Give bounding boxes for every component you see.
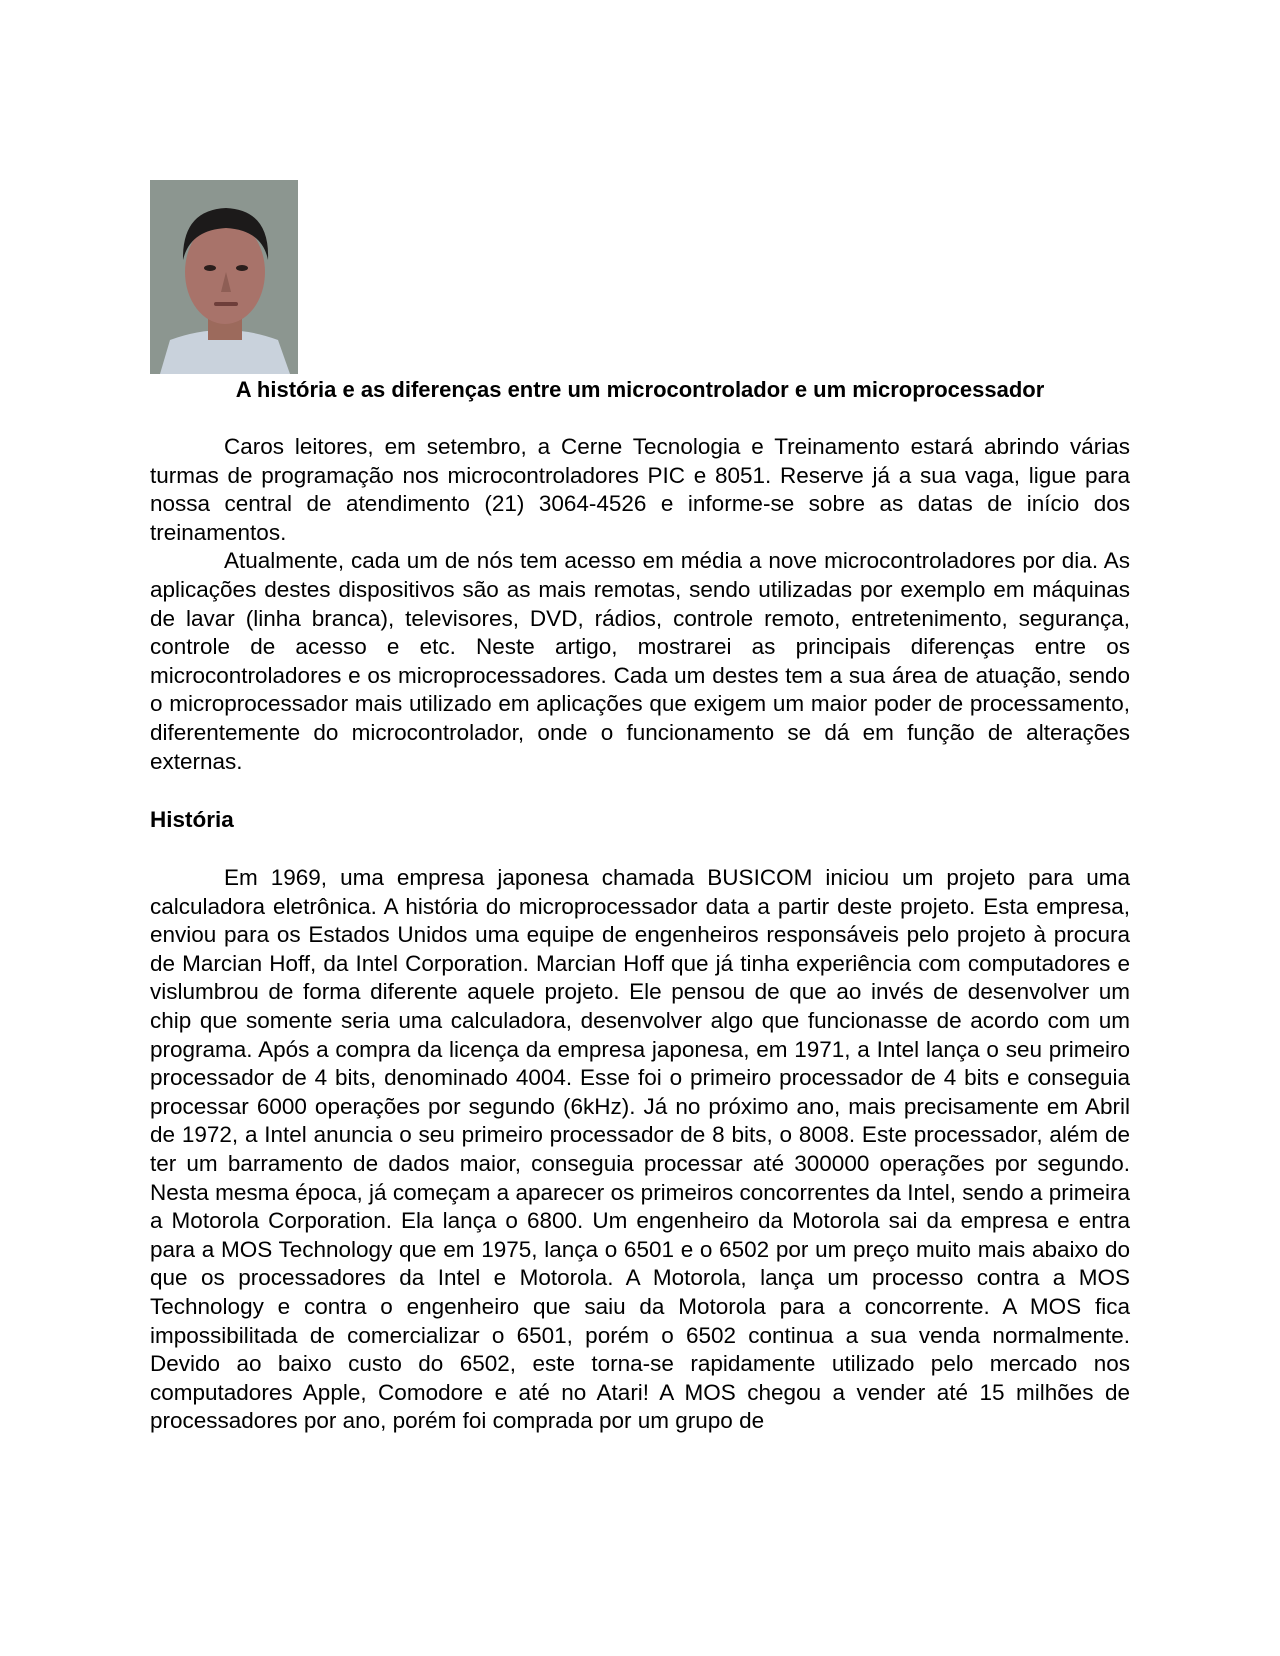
- history-paragraph: Em 1969, uma empresa japonesa chamada BUSICOM iniciou um projeto para uma calculadora eletrônica. A história do microprocessador data a partir deste projeto. Esta empresa, enviou para os Estados Unidos uma equipe de engenheiros responsáveis pelo projeto à procura de Marcian Hoff, da Intel Corporation. Marcian Hoff que já tinha experiência com computadores e vislumbrou de forma diferente aquele projeto. Ele pensou de que ao invés de desenvolver um chip que somente seria uma calculadora, desenvolver algo que funcionasse de acordo com um programa. Após a compra da licença da empresa japonesa, em 1971, a Intel lança o seu primeiro processador de 4 bits, denominado 4004. Esse foi o primeiro processador de 4 bits e conseguia processar 6000 operações por segundo (6kHz). Já no próximo ano, mais precisamente em Abril de 1972, a Intel anuncia o seu primeiro processador de 8 bits, o 8008. Este processador, além de ter um barramento de dados maior, conseguia processar até 300000 operações por segundo. Nesta mesma época, já começam a aparecer os primeiros concorrentes da Intel, sendo a primeira a Motorola Corporation. Ela lança o 6800. Um engenheiro da Motorola sai da empresa e entra para a MOS Technology que em 1975, lança o 6501 e o 6502 por um preço muito mais abaixo do que os processadores da Intel e Motorola. A Motorola, lança um processo contra a MOS Technology e contra o engenheiro que saiu da Motorola para a concorrente. A MOS fica impossibilitada de comercializar o 6501, porém o 6502 continua a sua venda normalmente. Devido ao baixo custo do 6502, este torna-se rapidamente utilizado pelo mercado nos computadores Apple, Comodore e até no Atari! A MOS chegou a vender até 15 milhões de processadores por ano, porém foi comprada por um grupo de: [150, 865, 1130, 1434]
- history-section: [150, 864, 1130, 1436]
- portrait-image: [150, 180, 298, 374]
- article-title: A história e as diferenças entre um microcontrolador e um microprocessador: [235, 377, 1045, 402]
- intro-paragraph-1: Caros leitores, em setembro, a Cerne Tecnologia e Treinamento estará abrindo várias turmas de programação nos microcontroladores PIC e 8051. Reserve já a sua vaga, ligue para nossa central de atendimento (21) 3064-4526 e informe-se sobre as datas de início dos treinamentos.: [150, 434, 1130, 545]
- intro-paragraph-2: Atualmente, cada um de nós tem acesso em média a nove microcontroladores por dia. As aplicações destes dispositivos são as mais remotas, sendo utilizadas por exemplo em máquinas de lavar (linha branca), televisores, DVD, rádios, controle remoto, entretenimento, segurança, controle de acesso e etc. Neste artigo, mostrarei as principais diferenças entre os microcontroladores e os microprocessadores. Cada um destes tem a sua área de atuação, sendo o microprocessador mais utilizado em aplicações que exigem um maior poder de processamento, diferentemente do microcontrolador, onde o funcionamento se dá em função de alterações externas.: [150, 548, 1130, 774]
- document-page: [150, 0, 1130, 1656]
- intro-section: [150, 433, 1130, 776]
- author-photo: [150, 180, 298, 374]
- section-heading-historia: História: [150, 807, 234, 832]
